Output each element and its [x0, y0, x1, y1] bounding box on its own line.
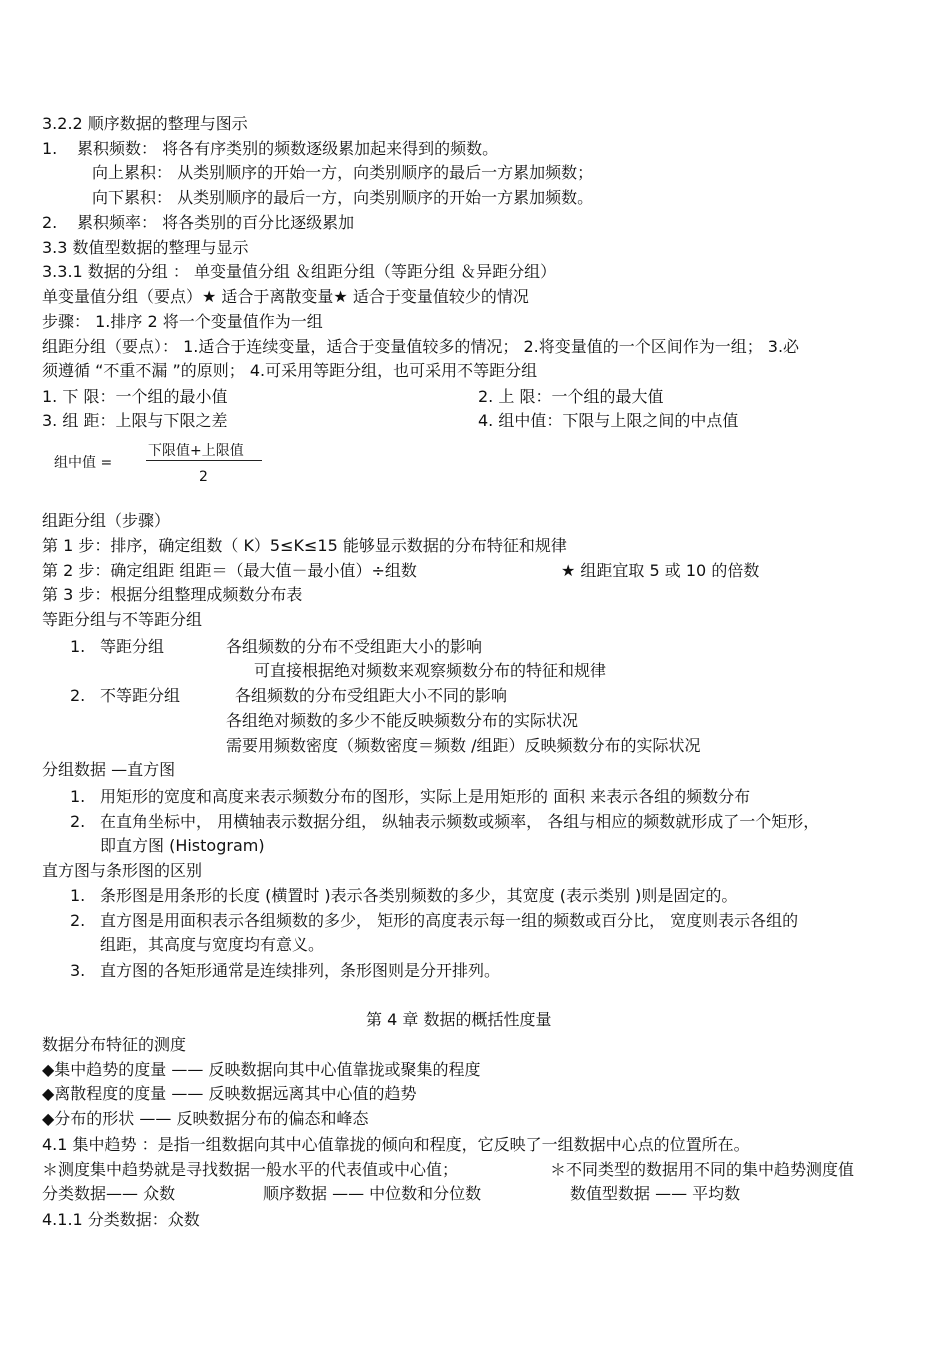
central-tendency-item: ◆集中趋势的度量 —— 反映数据向其中心值靠拢或聚集的程度	[42, 1060, 481, 1079]
formula-numerator: 下限值+上限值	[148, 443, 244, 459]
section-3-3-1-title: 3.3.1 数据的分组 ： 单变量值分组 ＆组距分组（等距分组 ＆异距分组）	[42, 262, 557, 281]
list-number: 1.	[70, 637, 86, 656]
list-number: 1.	[42, 139, 58, 158]
difference-item-2a: 直方图是用面积表示各组频数的多少， 矩形的高度表示每一组的频数或百分比， 宽度则表示各组的	[100, 911, 799, 930]
section-4-1-1-title: 4.1.1 分类数据：众数	[42, 1210, 200, 1229]
interval-steps-title: 组距分组（步骤）	[42, 511, 171, 530]
equal-unequal-title: 等距分组与不等距分组	[42, 610, 203, 629]
cumulative-rate-def: 累积频率： 将各类别的百分比逐级累加	[77, 213, 355, 232]
list-number: 2.	[70, 812, 86, 831]
formula-denominator: 2	[199, 469, 208, 485]
difference-item-1: 条形图是用条形的长度 (横置时 )表示各类别频数的多少，其宽度 (表示类别 )则是固定的。	[100, 886, 738, 905]
histogram-title: 分组数据 —直方图	[42, 760, 176, 779]
list-number: 1.	[70, 886, 86, 905]
note-1: ＊测度集中趋势就是寻找数据一般水平的代表值或中心值；	[42, 1160, 459, 1179]
type-categorical: 分类数据—— 众数	[42, 1184, 176, 1203]
type-ordinal: 顺序数据 —— 中位数和分位数	[263, 1184, 482, 1203]
unequal-grouping-desc-2: 各组绝对频数的多少不能反映频数分布的实际状况	[226, 711, 579, 730]
equal-grouping-label: 等距分组	[100, 637, 165, 656]
cumulative-frequency-def: 累积频数： 将各有序类别的频数逐级累加起来得到的频数。	[77, 139, 499, 158]
histogram-item-2b: 即直方图 (Histogram)	[100, 836, 265, 855]
section-4-1-def: 4.1 集中趋势 ：是指一组数据向其中心值靠拢的倾向和程度，它反映了一组数据中心点的位置所在。	[42, 1135, 750, 1154]
note-2: ＊不同类型的数据用不同的集中趋势测度值	[550, 1160, 855, 1179]
list-number: 2.	[70, 911, 86, 930]
cumulative-upward: 向上累积： 从类别顺序的开始一方，向类别顺序的最后一方累加频数；	[92, 163, 594, 182]
interval-grouping-line-2: 须遵循 “不重不漏 ”的原则； 4.可采用等距分组，也可采用不等距分组	[42, 361, 538, 380]
difference-item-2b: 组距，其高度与宽度均有意义。	[100, 935, 325, 954]
histogram-item-1: 用矩形的宽度和高度来表示频数分布的图形，实际上是用矩形的 面积 来表示各组的频数分布	[100, 787, 751, 806]
histogram-item-2a: 在直角坐标中， 用横轴表示数据分组， 纵轴表示频数或频率， 各组与相应的频数就形成了一个矩形，	[100, 812, 820, 831]
group-width-def: 3. 组 距：上限与下限之差	[42, 411, 228, 430]
list-number: 2.	[70, 686, 86, 705]
formula-lhs: 组中值 =	[54, 455, 113, 471]
dispersion-item: ◆离散程度的度量 —— 反映数据远离其中心值的趋势	[42, 1084, 417, 1103]
lower-limit-def: 1. 下 限：一个组的最小值	[42, 387, 228, 406]
fraction-bar	[146, 460, 262, 461]
interval-grouping-line-1: 组距分组（要点）： 1.适合于连续变量，适合于变量值较多的情况； 2.将变量值的一个区间作为一组； 3.必	[42, 337, 800, 356]
equal-grouping-desc-2: 可直接根据绝对频数来观察频数分布的特征和规律	[254, 661, 607, 680]
type-numerical: 数值型数据 —— 平均数	[570, 1184, 741, 1203]
group-midpoint-def: 4. 组中值：下限与上限之间的中点值	[478, 411, 739, 430]
unequal-grouping-label: 不等距分组	[100, 686, 181, 705]
step-1: 第 1 步：排序，确定组数（ K）5≤K≤15 能够显示数据的分布特征和规律	[42, 536, 567, 555]
list-number: 1.	[70, 787, 86, 806]
step-2: 第 2 步：确定组距 组距＝（最大值－最小值）÷组数	[42, 561, 417, 580]
section-3-3-title: 3.3 数值型数据的整理与显示	[42, 238, 249, 257]
step-2-note: ★ 组距宜取 5 或 10 的倍数	[561, 561, 760, 580]
single-value-grouping: 单变量值分组（要点）★ 适合于离散变量★ 适合于变量值较少的情况	[42, 287, 529, 306]
unequal-grouping-desc-1: 各组频数的分布受组距大小不同的影响	[235, 686, 508, 705]
steps-line: 步骤： 1.排序 2 将一个变量值作为一组	[42, 312, 323, 331]
upper-limit-def: 2. 上 限：一个组的最大值	[478, 387, 664, 406]
section-3-2-2-title: 3.2.2 顺序数据的整理与图示	[42, 114, 248, 133]
measure-title: 数据分布特征的测度	[42, 1035, 187, 1054]
cumulative-downward: 向下累积： 从类别顺序的最后一方，向类别顺序的开始一方累加频数。	[92, 188, 594, 207]
step-3: 第 3 步：根据分组整理成频数分布表	[42, 585, 303, 604]
equal-grouping-desc-1: 各组频数的分布不受组距大小的影响	[226, 637, 483, 656]
distribution-shape-item: ◆分布的形状 —— 反映数据分布的偏态和峰态	[42, 1109, 369, 1128]
list-number: 2.	[42, 213, 58, 232]
list-number: 3.	[70, 961, 86, 980]
difference-title: 直方图与条形图的区别	[42, 861, 203, 880]
unequal-grouping-desc-3: 需要用频数密度（频数密度＝频数 /组距）反映频数分布的实际状况	[226, 736, 701, 755]
difference-item-3: 直方图的各矩形通常是连续排列，条形图则是分开排列。	[100, 961, 501, 980]
chapter-4-title: 第 4 章 数据的概括性度量	[366, 1010, 552, 1029]
